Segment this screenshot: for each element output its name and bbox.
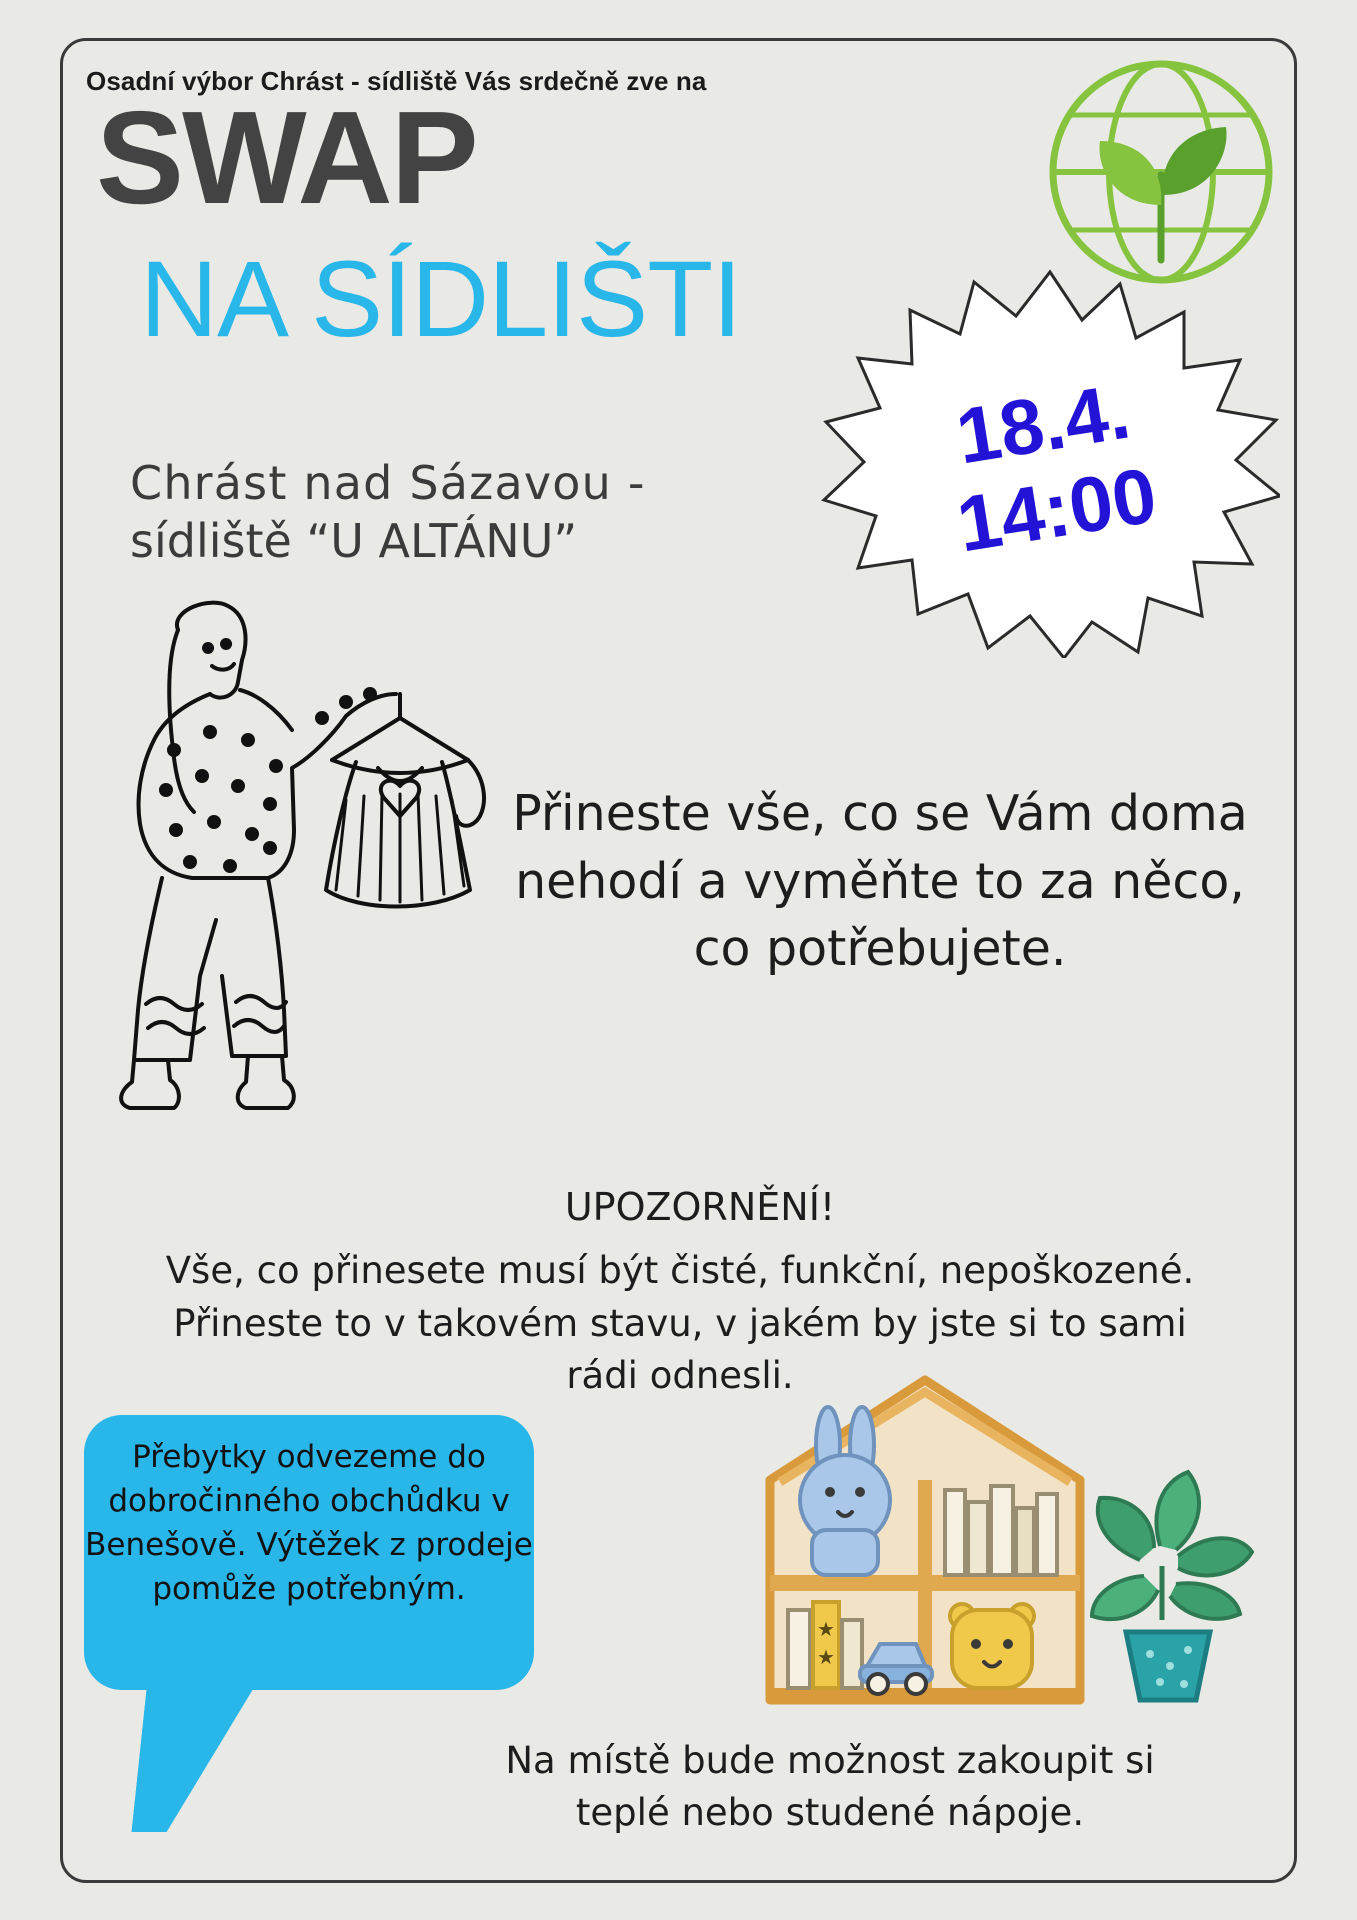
location-block [130,455,770,570]
bottom-note-line-1: Na místě bude možnost zakoupit si [505,1739,1155,1782]
notice-line-1: Vše, co přinesete musí být čisté, funkční, nepoškozené. [165,1249,1195,1292]
svg-text:★: ★ [817,1617,835,1641]
bottom-note [400,1735,1260,1839]
bear-toy-icon [950,1604,1034,1688]
potted-plant-icon [1092,1472,1252,1700]
woman-holding-dress-illustration [70,590,540,1150]
bookshelf-toys-illustration [740,1370,1260,1710]
speech-bubble-tail [132,1672,264,1832]
event-time: 14:00 [951,450,1163,569]
location-line-2: sídliště “U ALTÁNU” [130,513,578,568]
eco-globe-icon [1044,55,1279,290]
page-title: SWAP [96,84,477,231]
page-subtitle: NA SÍDLIŠTI [140,238,742,359]
notice-heading: UPOZORNĚNÍ! [564,1185,836,1229]
notice-line-2: Přineste to v takovém stavu, v jakém by jste si to sami [173,1301,1187,1345]
invitation-line: Osadní výbor Chrást - sídliště Vás srdečně zve na [86,66,707,96]
main-message: Přineste vše, co se Vám doma nehodí a vyměňte to za něco, co potřebujete. [512,785,1248,978]
notice-line-3: rádi odnesli. [566,1354,794,1398]
svg-text:★: ★ [817,1645,835,1669]
speech-bubble-text: Přebytky odvezeme do dobročinného obchůdku v Benešově. Výtěžek z prodeje pomůže potřebným. [85,1439,533,1608]
books-icon [945,1486,1057,1575]
event-date: 18.4. [950,366,1136,481]
location-line-1: Chrást nad Sázavou - [130,456,646,510]
bottom-note-line-2: teplé nebo studené nápoje. [575,1790,1085,1834]
